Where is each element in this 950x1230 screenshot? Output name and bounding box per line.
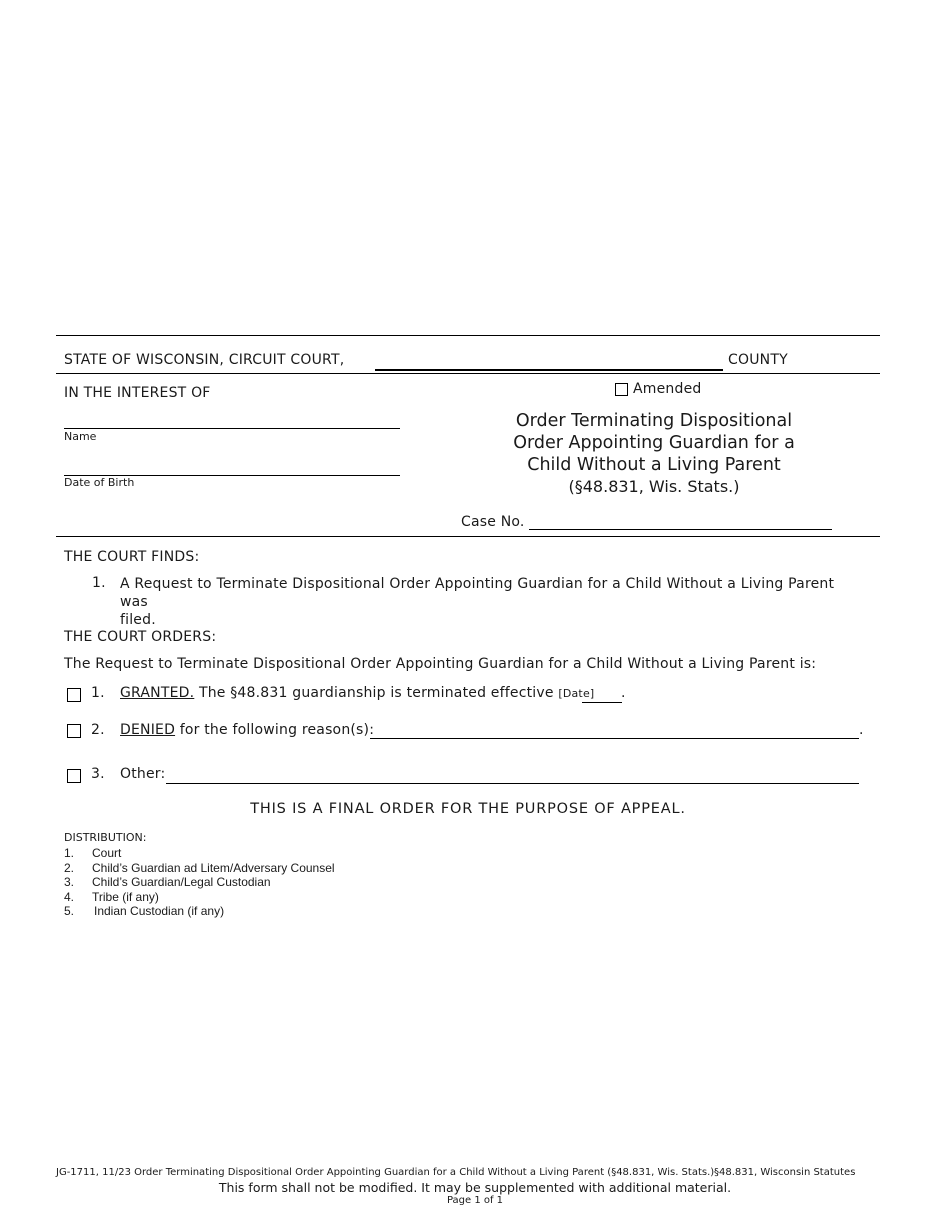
title-statute: (§48.831, Wis. Stats.) [568,477,740,496]
granted-keyword: GRANTED. [120,685,195,701]
denied-keyword: DENIED [120,722,176,738]
name-label: Name [64,430,97,443]
date-hint: [Date] [558,687,595,700]
section-rule [56,536,880,537]
orders-intro: The Request to Terminate Dispositional Order Appointing Guardian for a Child Without a Living Parent is: [64,656,817,672]
footer-page-number: Page 1 of 1 [446,1195,504,1206]
denied-checkbox[interactable] [67,724,81,738]
distribution-heading: DISTRIBUTION: [64,831,147,844]
county-input[interactable] [375,369,723,371]
header-rule [56,373,880,374]
date-of-birth-label: Date of Birth [64,476,135,489]
other-input[interactable] [166,783,859,784]
option-3-number: 3. [91,766,105,782]
option-1-period: . [621,685,626,701]
distribution-list [64,846,335,919]
denied-text: for the following reason(s): [175,722,375,738]
finding-1-text [120,575,860,629]
finding-1-line-2: filed. [120,612,156,628]
footer-notice: This form shall not be modified. It may be supplemented with additional material. [218,1180,732,1195]
findings-heading: THE COURT FINDS: [64,549,200,565]
name-input[interactable] [64,428,400,429]
distribution-item: 2. Child’s Guardian ad Litem/Adversary Counsel [64,860,335,875]
granted-text: The §48.831 guardianship is terminated effective [194,685,554,701]
title-line-3: Child Without a Living Parent [527,455,781,475]
distribution-item: 3. Child’s Guardian/Legal Custodian [64,875,271,889]
option-2-period: . [859,722,864,738]
form-title [470,410,838,498]
state-court-label: STATE OF WISCONSIN, CIRCUIT COURT, [64,352,345,368]
final-order-notice: THIS IS A FINAL ORDER FOR THE PURPOSE OF APPEAL. [250,801,686,817]
option-1-line [120,685,594,701]
footer-statute: §48.831, Wisconsin Statutes [714,1167,856,1178]
footer-form-id: JG-1711, 11/23 Order Terminating Dispositional Order Appointing Guardian for a Child Without a Living Parent (§48.831, Wis. Stats.) [56,1167,715,1178]
distribution-item: 1. Court [64,846,122,860]
effective-date-input[interactable] [582,702,622,703]
amended-checkbox[interactable] [615,383,628,396]
option-2-line [120,722,374,738]
title-line-2: Order Appointing Guardian for a [513,433,795,453]
option-2-number: 2. [91,722,105,738]
case-no-label: Case No. [461,514,525,530]
top-rule [56,335,880,336]
in-interest-of-label: IN THE INTEREST OF [64,385,211,401]
option-1-number: 1. [91,685,105,701]
finding-1-number: 1. [92,575,106,591]
orders-heading: THE COURT ORDERS: [64,629,217,645]
distribution-item: 4. Tribe (if any) [64,889,159,904]
other-label: Other: [120,766,166,782]
amended-label: Amended [633,381,702,397]
title-line-1: Order Terminating Dispositional [515,411,793,431]
granted-checkbox[interactable] [67,688,81,702]
denied-reasons-input[interactable] [370,738,859,739]
county-label: COUNTY [728,352,788,368]
distribution-item: 5. Indian Custodian (if any) [64,904,225,918]
finding-1-line-1: A Request to Terminate Dispositional Order Appointing Guardian for a Child Without a Living Parent was [120,576,835,610]
other-checkbox[interactable] [67,769,81,783]
case-no-input[interactable] [529,529,832,530]
